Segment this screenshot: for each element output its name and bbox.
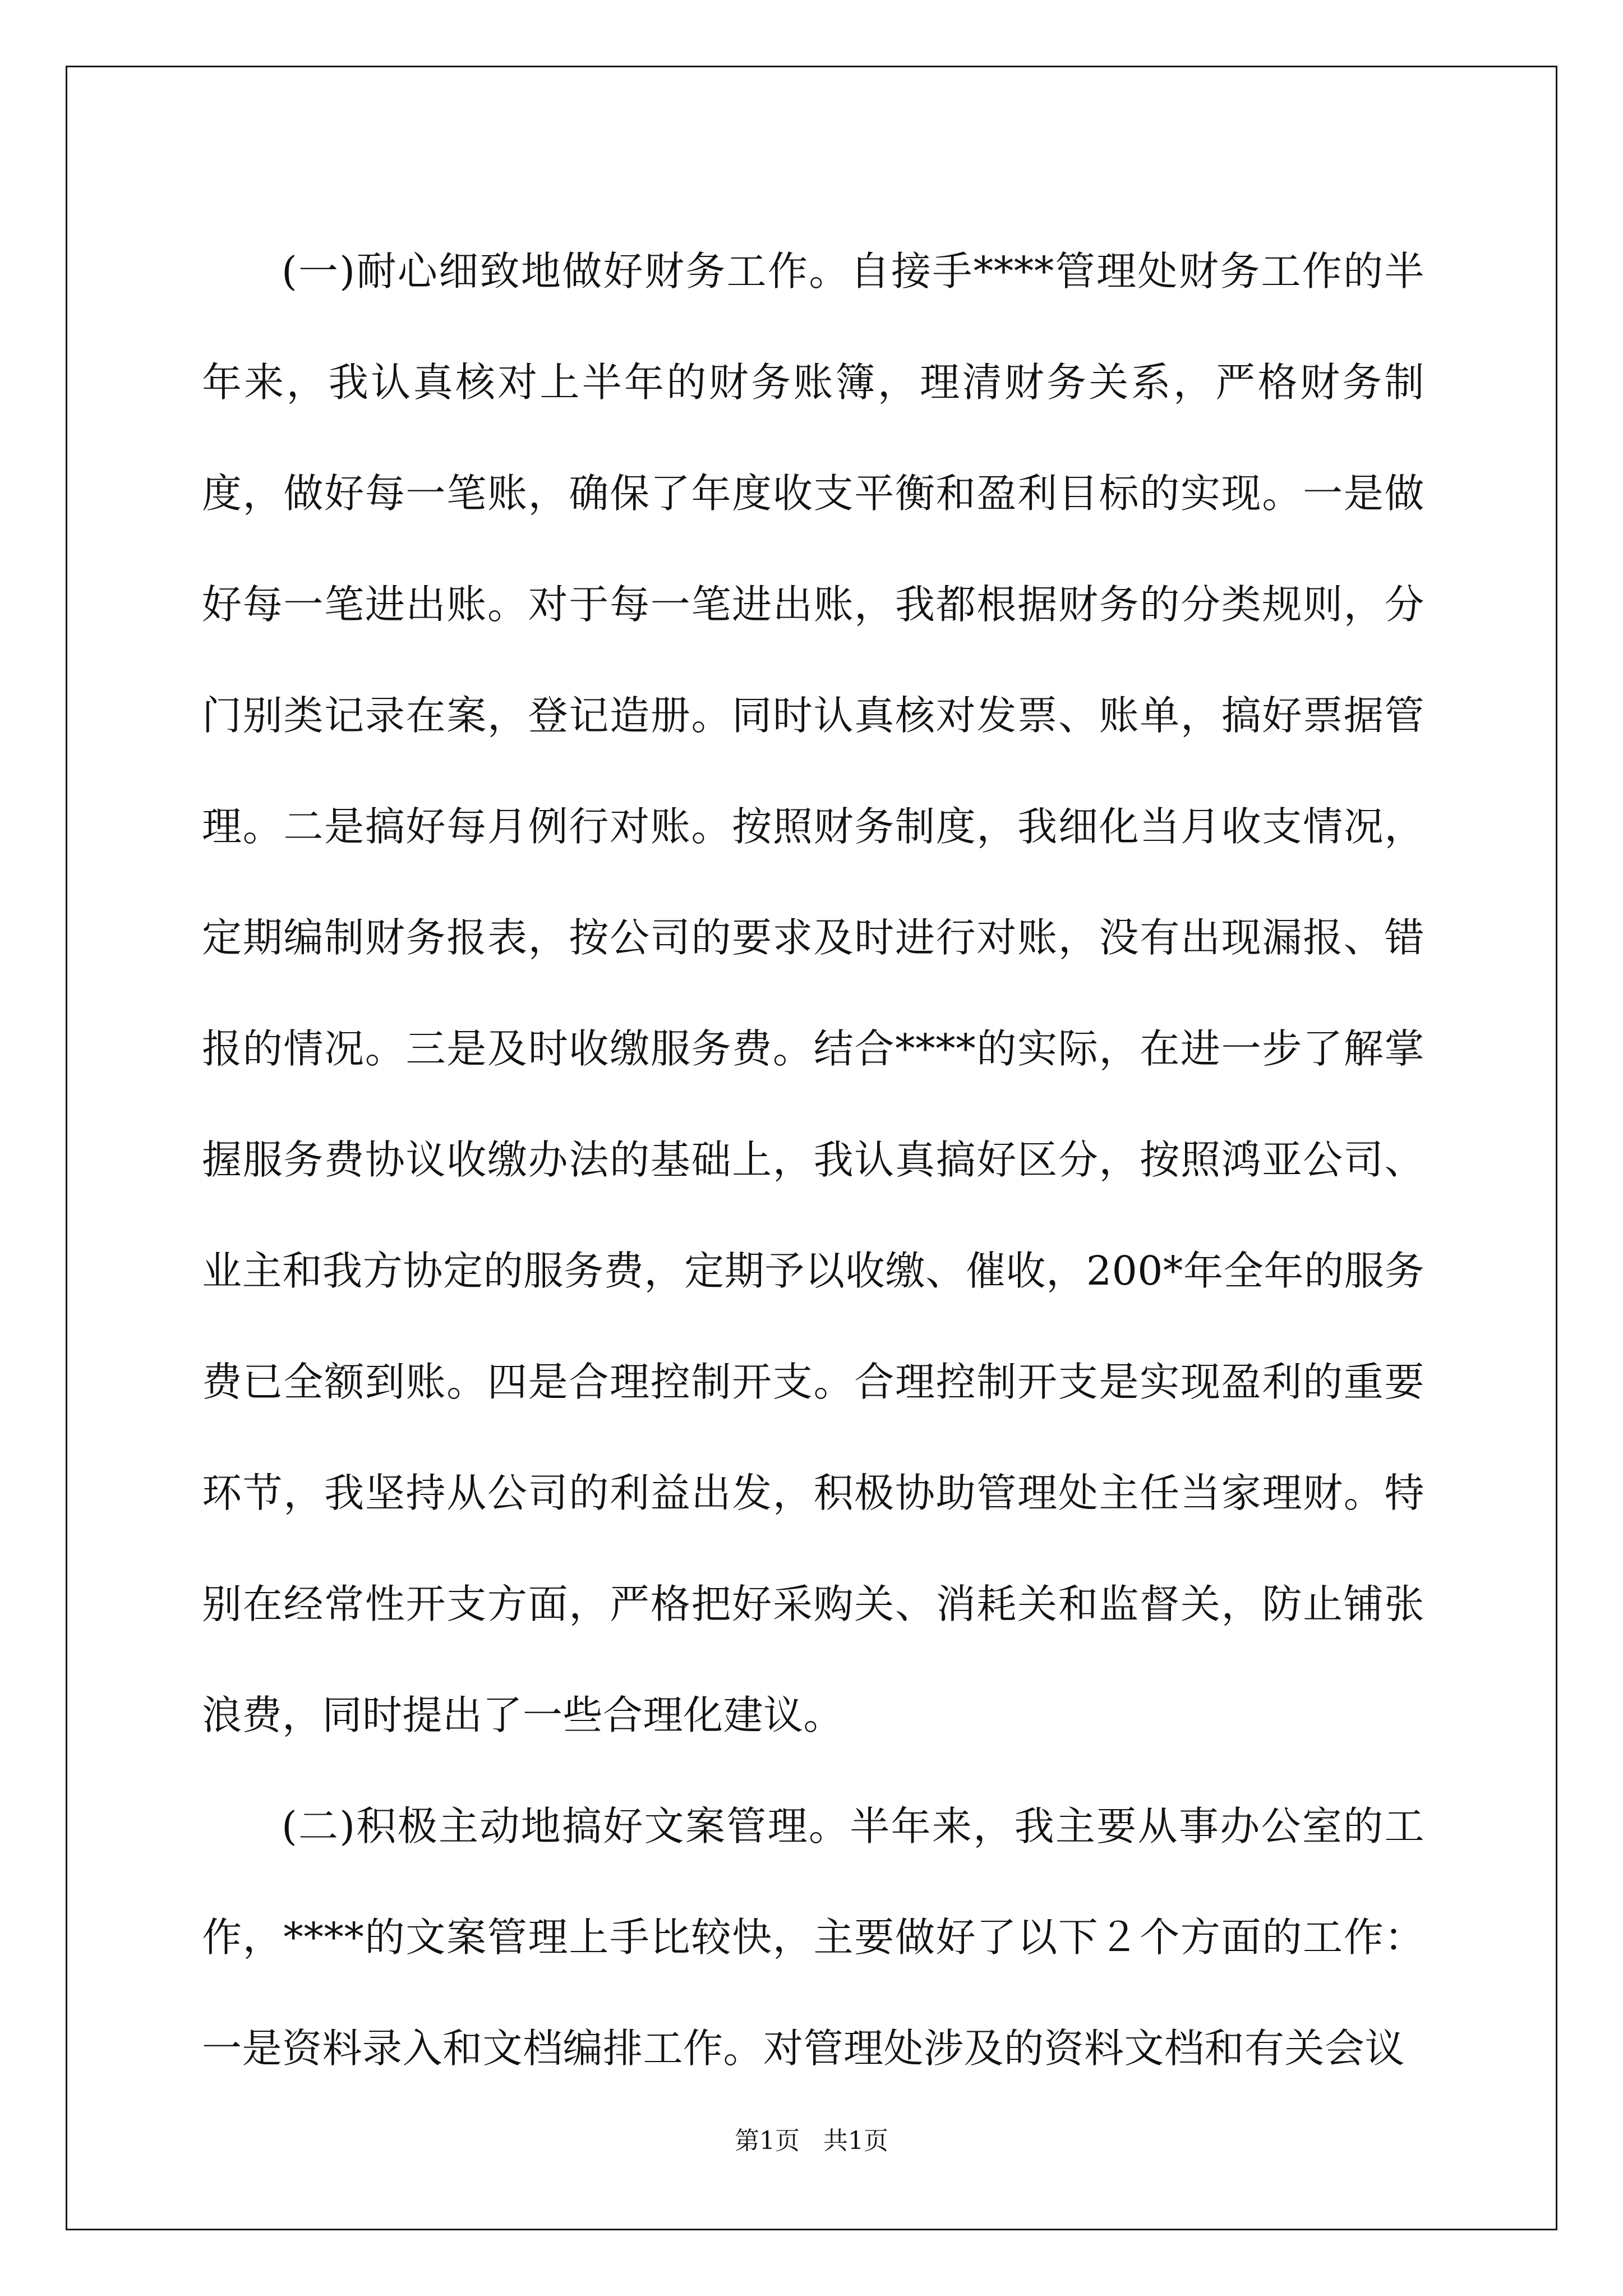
document-body: [202, 216, 1424, 2104]
paragraph-finance-work: (一)耐心细致地做好财务工作。自接手****管理处财务工作的半年来，我认真核对上半年的财务账簿，理清财务关系，严格财务制度，做好每一笔账，确保了年度收支平衡和盈利目标的实现。一是做好每一笔进出账。对于每一笔进出账，我都根据财务的分类规则，分门别类记录在案，登记造册。同时认真核对发票、账单，搞好票据管理。二是搞好每月例行对账。按照财务制度，我细化当月收支情况，定期编制财务报表，按公司的要求及时进行对账，没有出现漏报、错报的情况。三是及时收缴服务费。结合****的实际，在进一步了解掌握服务费协议收缴办法的基础上，我认真搞好区分，按照鸿亚公司、业主和我方协定的服务费，定期予以收缴、催收，200*年全年的服务费已全额到账。四是合理控制开支。合理控制开支是实现盈利的重要环节，我坚持从公司的利益出发，积极协助管理处主任当家理财。特别在经常性开支方面，严格把好采购关、消耗关和监督关，防止铺张浪费，同时提出了一些合理化建议。: [202, 248, 1424, 1738]
paragraph-document-management: (二)积极主动地搞好文案管理。半年来，我主要从事办公室的工作，****的文案管理上手比较快，主要做好了以下２个方面的工作：一是资料录入和文档编排工作。对管理处涉及的资料文档和有关会议: [202, 1803, 1424, 2072]
page-footer: [0, 2120, 1623, 2156]
page-number-total: 共1页: [823, 2127, 888, 2155]
page-number-current: 第1页: [735, 2127, 800, 2155]
